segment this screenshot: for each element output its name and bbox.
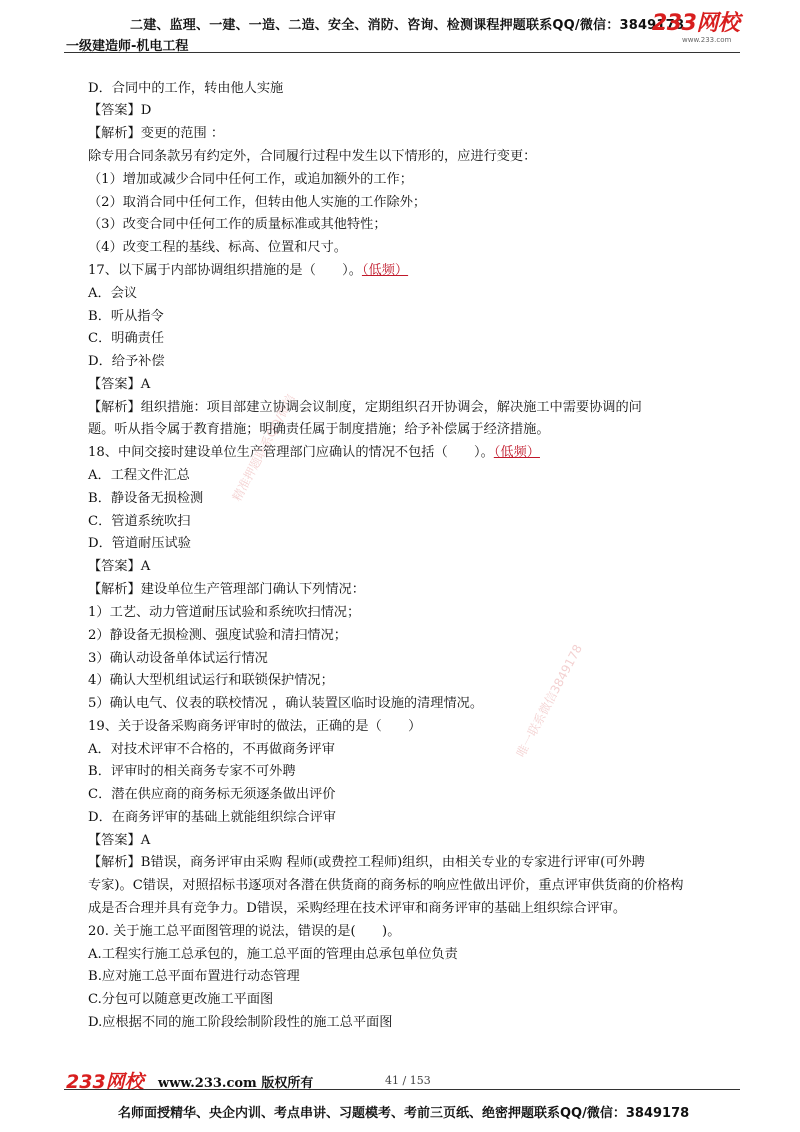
text-line: （1）增加或减少合同中任何工作，或追加额外的工作； bbox=[88, 172, 413, 187]
option-line: B．静设备无损检测 bbox=[88, 491, 204, 506]
header-subtitle: 一级建造师-机电工程 bbox=[66, 39, 189, 54]
text-line: （2）取消合同中任何工作，但转由他人实施的工作除外； bbox=[88, 195, 427, 210]
text-line: 题。听从指令属于教育措施；明确责任属于制度措施；给予补偿属于经济措施。 bbox=[88, 422, 550, 437]
analysis-line: 【解析】组织措施：项目部建立协调会议制度，定期组织召开协调会，解决施工中需要协调的问 bbox=[88, 400, 642, 415]
footer-copyright: www.233.com 版权所有 bbox=[158, 1076, 314, 1091]
question-19: 19、关于设备采购商务评审时的做法，正确的是（ ） bbox=[88, 719, 422, 734]
text-line: 成是否合理并具有竞争力。D错误，采购经理在技术评审和商务评审的基础上组织综合评审。 bbox=[88, 901, 627, 916]
question-18-text: 18、中间交接时建设单位生产管理部门应确认的情况不包括（ ）。 bbox=[88, 445, 494, 460]
option-line: C．管道系统吹扫 bbox=[88, 514, 191, 529]
text-line: 2）静设备无损检测、强度试验和清扫情况； bbox=[88, 628, 347, 643]
text-line: 除专用合同条款另有约定外，合同履行过程中发生以下情形的，应进行变更： bbox=[88, 149, 537, 164]
option-line: A．对技术评审不合格的，不再做商务评审 bbox=[88, 742, 335, 757]
option-line: D．在商务评审的基础上就能组织综合评审 bbox=[88, 810, 336, 825]
option-line: C．明确责任 bbox=[88, 331, 165, 346]
question-17-text: 17、以下属于内部协调组织措施的是（ ）。 bbox=[88, 263, 362, 278]
footer-divider bbox=[64, 1089, 740, 1090]
option-line: D.应根据不同的施工阶段绘制阶段性的施工总平面图 bbox=[88, 1015, 393, 1030]
option-line: A．工程文件汇总 bbox=[88, 468, 190, 483]
text-line: 专家)。C错误，对照招标书逐项对各潜在供货商的商务标的响应性做出评价，重点评审供货商的价格构 bbox=[88, 878, 684, 893]
option-line: D．管道耐压试验 bbox=[88, 536, 191, 551]
option-line: B．评审时的相关商务专家不可外聘 bbox=[88, 764, 296, 779]
answer-line: 【答案】A bbox=[88, 833, 151, 848]
analysis-line: 【解析】变更的范围 ： bbox=[88, 126, 225, 141]
text-line: （3）改变合同中任何工作的质量标准或其他特性； bbox=[88, 217, 387, 232]
watermark-1: 精准押题联系QQ/微信 bbox=[229, 391, 298, 504]
header-contact-line: 二建、监理、一建、一造、二造、安全、消防、咨询、检测课程押题联系QQ/微信：3849178 bbox=[130, 18, 685, 33]
frequency-mark: （低频） bbox=[361, 263, 409, 278]
question-20: 20. 关于施工总平面图管理的说法，错误的是( )。 bbox=[88, 924, 401, 939]
option-line: A．会议 bbox=[88, 286, 138, 301]
footer-contact-line: 名师面授精华、央企内训、考点串讲、习题模考、考前三页纸、绝密押题联系QQ/微信：3849178 bbox=[118, 1106, 690, 1121]
option-line: D．给予补偿 bbox=[88, 354, 165, 369]
text-line: 5）确认电气、仪表的联校情况 ，确认装置区临时设施的清理情况。 bbox=[88, 696, 484, 711]
brand-logo-text: 233网校 bbox=[652, 11, 740, 36]
answer-line: 【答案】D bbox=[88, 103, 152, 118]
option-line: B．听从指令 bbox=[88, 309, 164, 324]
question-18 bbox=[88, 444, 540, 462]
header-divider bbox=[64, 52, 740, 53]
text-line: 4）确认大型机组试运行和联锁保护情况； bbox=[88, 673, 334, 688]
watermark-2: 唯一联系微信3849178 bbox=[513, 642, 586, 760]
option-line: C.分包可以随意更改施工平面图 bbox=[88, 992, 274, 1007]
option-line: C．潜在供应商的商务标无须逐条做出评价 bbox=[88, 787, 336, 802]
text-line: （4）改变工程的基线、标高、位置和尺寸。 bbox=[88, 240, 347, 255]
answer-line: 【答案】A bbox=[88, 559, 151, 574]
question-17 bbox=[88, 262, 408, 280]
frequency-mark: （低频） bbox=[493, 445, 540, 460]
text-line: 1）工艺、动力管道耐压试验和系统吹扫情况； bbox=[88, 605, 361, 620]
option-line: B.应对施工总平面布置进行动态管理 bbox=[88, 969, 300, 984]
option-line: D．合同中的工作，转由他人实施 bbox=[88, 81, 284, 96]
analysis-line: 【解析】建设单位生产管理部门确认下列情况： bbox=[88, 582, 365, 597]
page-number: 41 / 153 bbox=[385, 1074, 431, 1087]
brand-logo-url: www.233.com bbox=[682, 36, 732, 44]
option-line: A.工程实行施工总承包的，施工总平面的管理由总承包单位负责 bbox=[88, 947, 458, 962]
analysis-line: 【解析】B错误，商务评审由采购 程师(或费控工程师)组织，由相关专业的专家进行评审(可外聘 bbox=[88, 855, 645, 870]
text-line: 3）确认动设备单体试运行情况 bbox=[88, 651, 268, 666]
brand-logo bbox=[652, 12, 742, 48]
answer-line: 【答案】A bbox=[88, 377, 151, 392]
footer-logo: 233网校 bbox=[66, 1071, 144, 1093]
